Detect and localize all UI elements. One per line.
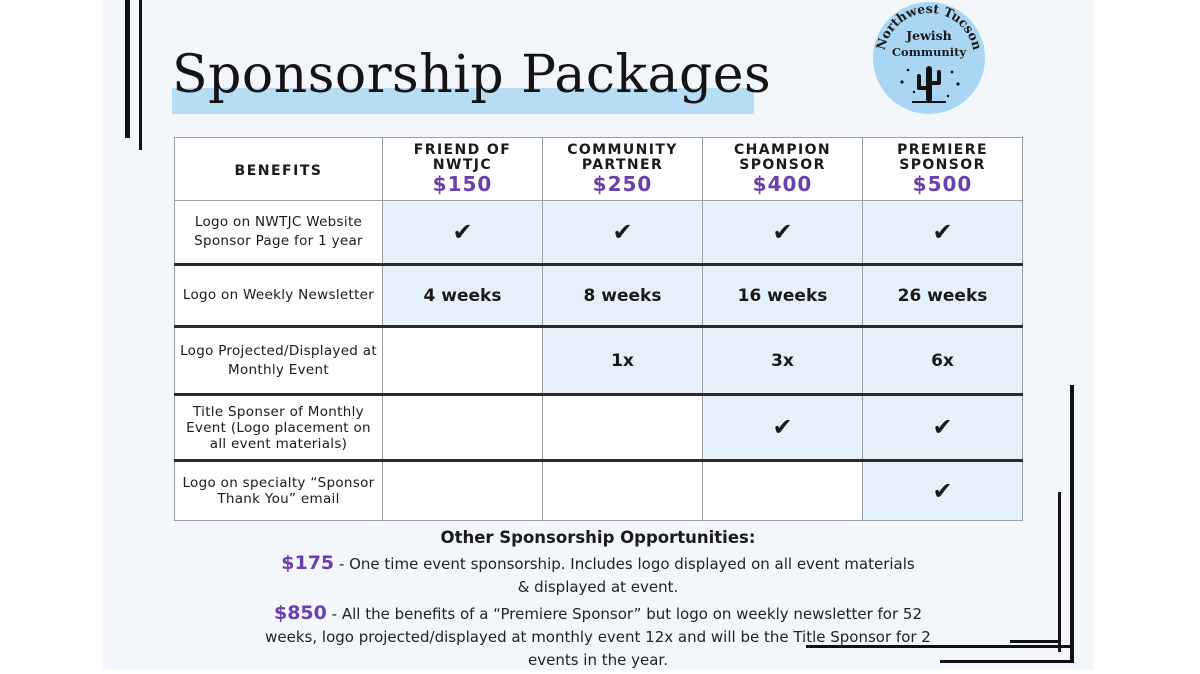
opportunity-item: [174, 602, 1022, 672]
opportunity-text: - One time event sponsorship. Includes logo displayed on all event materials & displayed at event.: [334, 555, 915, 596]
table-cell: 16 weeks: [703, 265, 863, 327]
tier-header-premiere: [863, 138, 1023, 201]
table-cell: [543, 201, 703, 265]
table-cell: 6x: [863, 327, 1023, 395]
table-cell: 3x: [703, 327, 863, 395]
table-cell: [703, 201, 863, 265]
decor-line-right-tall: [1070, 385, 1074, 663]
benefits-header: BENEFITS: [175, 138, 383, 201]
table-cell: [703, 461, 863, 521]
check-icon: ✔: [772, 413, 793, 441]
benefit-label: Logo on specialty “Sponsor Thank You” email: [175, 461, 383, 521]
opportunity-price: $850: [273, 602, 327, 624]
benefit-label: Title Sponser of Monthly Event (Logo placement on all event materials): [175, 395, 383, 461]
table-cell: [383, 201, 543, 265]
table-cell: 26 weeks: [863, 265, 1023, 327]
table-cell: 8 weeks: [543, 265, 703, 327]
logo-line-community: Community: [891, 45, 967, 59]
tier-price: $250: [592, 172, 653, 196]
tier-name: PREMIERE SPONSOR: [897, 142, 988, 173]
tier-name: CHAMPION SPONSOR: [733, 142, 832, 173]
table-cell: [863, 395, 1023, 461]
table-cell: [543, 461, 703, 521]
tier-header-friend: [383, 138, 543, 201]
benefit-label: Logo on Weekly Newsletter: [175, 265, 383, 327]
table-cell: [383, 327, 543, 395]
tier-name: FRIEND OF NWTJC: [413, 142, 512, 173]
title-block: [172, 40, 771, 110]
benefit-label: Logo on NWTJC Website Sponsor Page for 1 year: [175, 201, 383, 265]
benefit-label: Logo Projected/Displayed at Monthly Event: [175, 327, 383, 395]
tier-price: $150: [432, 172, 493, 196]
table-cell: [863, 461, 1023, 521]
logo-arc-text: Northwest Tucson: [872, 0, 986, 52]
table-row: [175, 327, 1023, 395]
logo-line-jewish: Jewish: [906, 28, 952, 43]
table-cell: 1x: [543, 327, 703, 395]
nwtjc-logo: [862, 0, 996, 118]
table-cell: [383, 461, 543, 521]
check-icon: ✔: [612, 217, 633, 246]
table-row: [175, 265, 1023, 327]
tier-price: $500: [912, 172, 973, 196]
tier-name: COMMUNITY PARTNER: [567, 142, 678, 173]
other-heading: Other Sponsorship Opportunities:: [440, 528, 756, 547]
tier-header-champion: [703, 138, 863, 201]
tier-header-community: [543, 138, 703, 201]
check-icon: ✔: [932, 476, 953, 505]
table-row: [175, 201, 1023, 265]
table-cell: 4 weeks: [383, 265, 543, 327]
check-icon: ✔: [772, 217, 793, 246]
table-cell: [863, 201, 1023, 265]
table-row: [175, 395, 1023, 461]
check-icon: ✔: [452, 217, 473, 246]
check-icon: ✔: [932, 217, 953, 246]
decor-line-left-long: [125, 0, 130, 138]
decor-line-right-short: [1058, 492, 1061, 652]
opportunity-text: - All the benefits of a “Premiere Sponsor” but logo on weekly newsletter for 52 weeks, logo projected/displayed at monthly event 12x and will be the Title Sponsor for 2 events in the year.: [265, 605, 931, 669]
page-title: Sponsorship Packages: [172, 45, 772, 105]
sponsorship-table: [174, 137, 1023, 521]
table-cell: [703, 395, 863, 461]
opportunity-price: $175: [281, 552, 335, 574]
table-row: [175, 461, 1023, 521]
tier-price: $400: [752, 172, 813, 196]
table-cell: [383, 395, 543, 461]
check-icon: ✔: [932, 413, 953, 441]
opportunity-item: [174, 552, 1022, 599]
table-cell: [543, 395, 703, 461]
other-opportunities: [174, 527, 1022, 672]
decor-line-left-short: [139, 0, 142, 150]
table-header-row: [175, 138, 1023, 201]
